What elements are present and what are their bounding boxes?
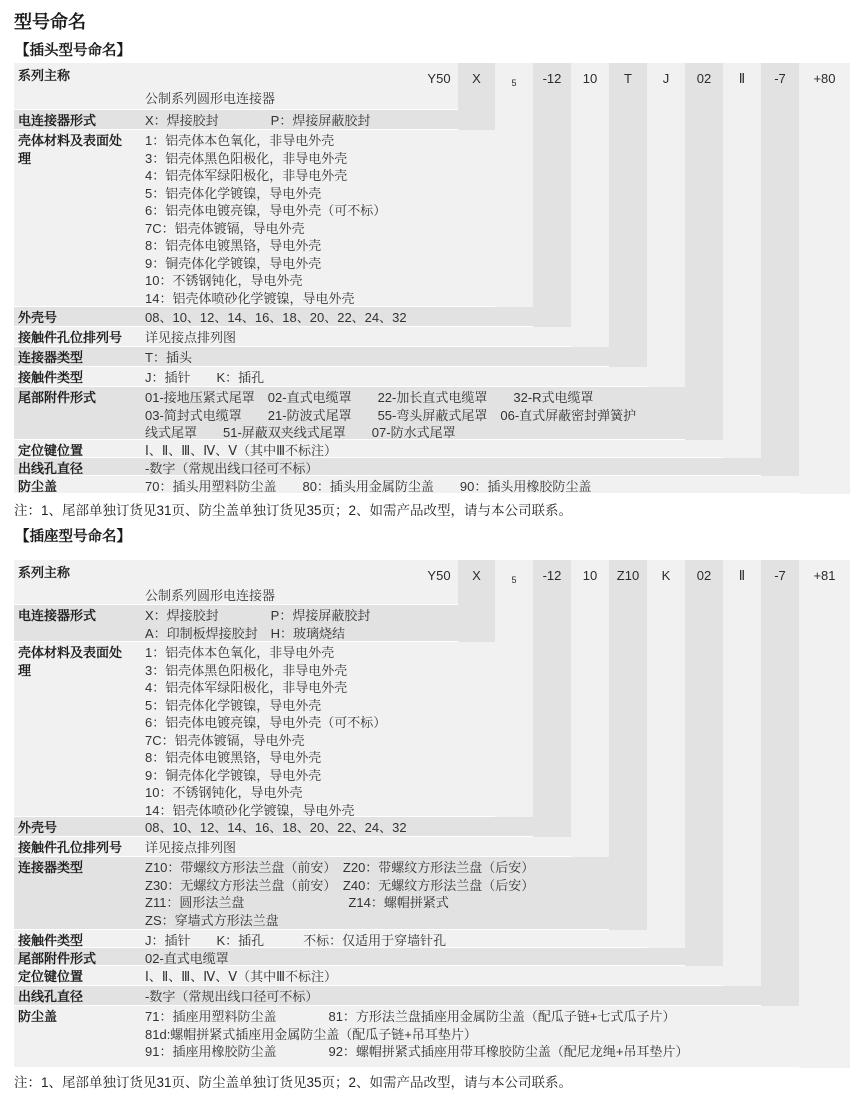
row-text: 公制系列圆形电连接器 [145,91,276,106]
row-text: 08、10、12、14、16、18、20、22、24、32 [145,310,407,325]
row-text: Ⅰ、Ⅱ、Ⅲ、Ⅳ、Ⅴ（其中Ⅲ不标注） [145,969,338,984]
row-text: 70：插头用塑料防尘盖 80：插头用金属防尘盖 90：插头用橡胶防尘盖 [145,479,592,494]
row-text: 线式尾罩 51-屏蔽双夹线式尾罩 07-防水式尾罩 [145,425,456,440]
code-column-stripe [571,63,609,347]
code-column-stripe [723,560,761,986]
code-cell: Ⅱ [738,568,746,583]
row-label: 定位键位置 [18,443,84,458]
row-text: 6：铝壳体电镀亮镍，导电外壳（可不标） [145,715,387,730]
row-text: 9：铜壳体化学镀镍，导电外壳 [145,255,322,271]
row-label: 连接器类型 [18,350,84,365]
row-text: 03-简封式电缆罩 21-防波式尾罩 55-弯头屏蔽式尾罩 06-直式屏蔽密封弹簧护 [145,407,637,423]
row-label: 系列主称 [18,565,71,580]
row-text: 详见接点排列图 [145,330,237,345]
row-text: Z10：带螺纹方形法兰盘（前安） Z20：带螺纹方形法兰盘（后安） [145,860,535,875]
row-label: 接触件类型 [18,933,84,948]
row-text: T：插头 [145,350,192,365]
row-band [14,458,799,475]
row-text: 02-直式电缆罩 [145,951,229,966]
row-label: 定位键位置 [18,969,84,984]
code-column-stripe [647,63,685,387]
code-column-stripe [609,63,647,367]
code-cell: Z10 [616,568,640,583]
code-cell: -12 [542,71,562,86]
code-cell: J [662,71,670,86]
row-label: 接触件类型 [18,370,84,385]
code-column-stripe [685,63,723,440]
row-label: 尾部附件形式 [18,390,97,405]
row-text: 1：铝壳体本色氧化，非导电外壳 [145,133,335,148]
socket-model-table [14,560,850,1068]
row-text: ZS：穿墙式方形法兰盘 [145,912,279,928]
row-text: 3：铝壳体黑色阳极化，非导电外壳 [145,150,348,166]
row-label: 接触件孔位排列号 [18,840,123,855]
code-cell: -7 [774,568,786,583]
row-label: 出线孔直径 [18,461,84,476]
row-text: Ⅰ、Ⅱ、Ⅲ、Ⅳ、Ⅴ（其中Ⅲ不标注） [145,443,338,458]
row-label: 电连接器形式 [18,608,97,623]
page-title: 型号命名 [14,12,86,32]
row-text: 7C：铝壳体镀镉，导电外壳 [145,220,305,236]
row-text: A：印制板焊接胶封 H：玻璃烧结 [145,625,346,641]
row-label: 壳体材料及表面处理 [18,133,123,166]
row-text: 14：铝壳体喷砂化学镀镍，导电外壳 [145,290,355,306]
code-column-stripe [799,63,850,494]
row-text: Z11：圆形法兰盘 Z14：螺帽拼紧式 [145,895,449,910]
row-text: -数字（常规出线口径可不标） [145,989,319,1004]
code-column-stripe [761,63,799,476]
row-label: 接触件孔位排列号 [18,330,123,345]
row-label: 尾部附件形式 [18,951,97,966]
code-cell: T [624,71,632,86]
code-column-stripe [533,63,571,327]
row-text: 5：铝壳体化学镀镍，导电外壳 [145,185,322,201]
code-cell: Y50 [427,568,451,583]
row-text: 91：插座用橡胶防尘盖 92：螺帽拼紧式插座用带耳橡胶防尘盖（配尼龙绳+吊耳垫片） [145,1044,689,1059]
row-label: 防尘盖 [18,479,58,494]
code-cell: -7 [774,71,786,86]
code-column-stripe [685,560,723,966]
code-cell: 5 [511,575,517,585]
row-text: 6：铝壳体电镀亮镍，导电外壳（可不标） [145,203,387,218]
row-text: 1：铝壳体本色氧化，非导电外壳 [145,645,335,660]
socket-note: 注：1、尾部单独订货见31页、防尘盖单独订货见35页；2、如需产品改型，请与本公司联系。 [14,1075,573,1090]
code-cell: 02 [696,568,712,583]
row-band [14,986,799,1005]
code-column-stripe [571,560,609,857]
row-text: 81d:螺帽拼紧式插座用金属防尘盖（配瓜子链+吊耳垫片） [145,1026,477,1042]
row-label: 防尘盖 [18,1009,58,1024]
row-text: X：焊接胶封 P：焊接屏蔽胶封 [145,608,371,623]
row-label: 壳体材料及表面处理 [18,645,123,678]
row-text: 8：铝壳体电镀黑铬，导电外壳 [145,750,322,765]
row-text: J：插针 K：插孔 不标：仅适用于穿墙针孔 [145,933,447,948]
plug-section-heading: 【插头型号命名】 [15,43,131,59]
code-cell: Ⅱ [738,71,746,86]
code-cell: +80 [813,71,836,86]
row-text: 4：铝壳体军绿阳极化，非导电外壳 [145,168,348,183]
row-label: 电连接器形式 [18,113,97,128]
code-column-stripe [723,63,761,458]
code-cell: 02 [696,71,712,86]
row-text: 08、10、12、14、16、18、20、22、24、32 [145,820,407,835]
code-cell: Y50 [427,71,451,86]
row-text: -数字（常规出线口径可不标） [145,461,319,476]
socket-section-heading: 【插座型号命名】 [15,529,131,545]
row-text: 5：铝壳体化学镀镍，导电外壳 [145,697,322,713]
row-text: 9：铜壳体化学镀镍，导电外壳 [145,767,322,783]
code-cell: K [661,568,671,583]
row-text: Z30：无螺纹方形法兰盘（前安） Z40：无螺纹方形法兰盘（后安） [145,877,535,893]
code-cell: 5 [511,78,517,88]
row-text: 详见接点排列图 [145,840,237,855]
code-cell: -12 [542,568,562,583]
row-text: 7C：铝壳体镀镉，导电外壳 [145,732,305,748]
code-column-stripe [647,560,685,948]
row-label: 外壳号 [18,310,58,325]
code-cell: 10 [582,71,598,86]
row-text: 4：铝壳体军绿阳极化，非导电外壳 [145,680,348,695]
row-text: 3：铝壳体黑色阳极化，非导电外壳 [145,662,348,678]
row-text: 公制系列圆形电连接器 [145,588,276,603]
code-cell: X [472,568,481,583]
row-text: 14：铝壳体喷砂化学镀镍，导电外壳 [145,802,355,818]
code-column-stripe [761,560,799,1006]
code-column-stripe [799,560,850,1068]
row-text: 10：不锈钢钝化，导电外壳 [145,785,303,800]
row-text: 8：铝壳体电镀黑铬，导电外壳 [145,238,322,253]
row-text: 71：插座用塑料防尘盖 81：方形法兰盘插座用金属防尘盖（配瓜子链+七式瓜子片） [145,1009,676,1024]
row-label: 外壳号 [18,820,58,835]
code-column-stripe [533,560,571,837]
row-label: 系列主称 [18,68,71,83]
row-label: 连接器类型 [18,860,84,875]
code-cell: +81 [813,568,836,583]
row-text: 01-接地压紧式尾罩 02-直式电缆罩 22-加长直式电缆罩 32-R式电缆罩 [145,390,594,405]
row-text: X：焊接胶封 P：焊接屏蔽胶封 [145,113,371,128]
row-text: J：插针 K：插孔 [145,370,265,385]
row-label: 出线孔直径 [18,989,84,1004]
code-cell: X [472,71,481,86]
plug-model-table [14,63,850,494]
row-text: 10：不锈钢钝化，导电外壳 [145,273,303,288]
code-cell: 10 [582,568,598,583]
plug-note: 注：1、尾部单独订货见31页、防尘盖单独订货见35页；2、如需产品改型，请与本公司联系。 [14,503,573,518]
